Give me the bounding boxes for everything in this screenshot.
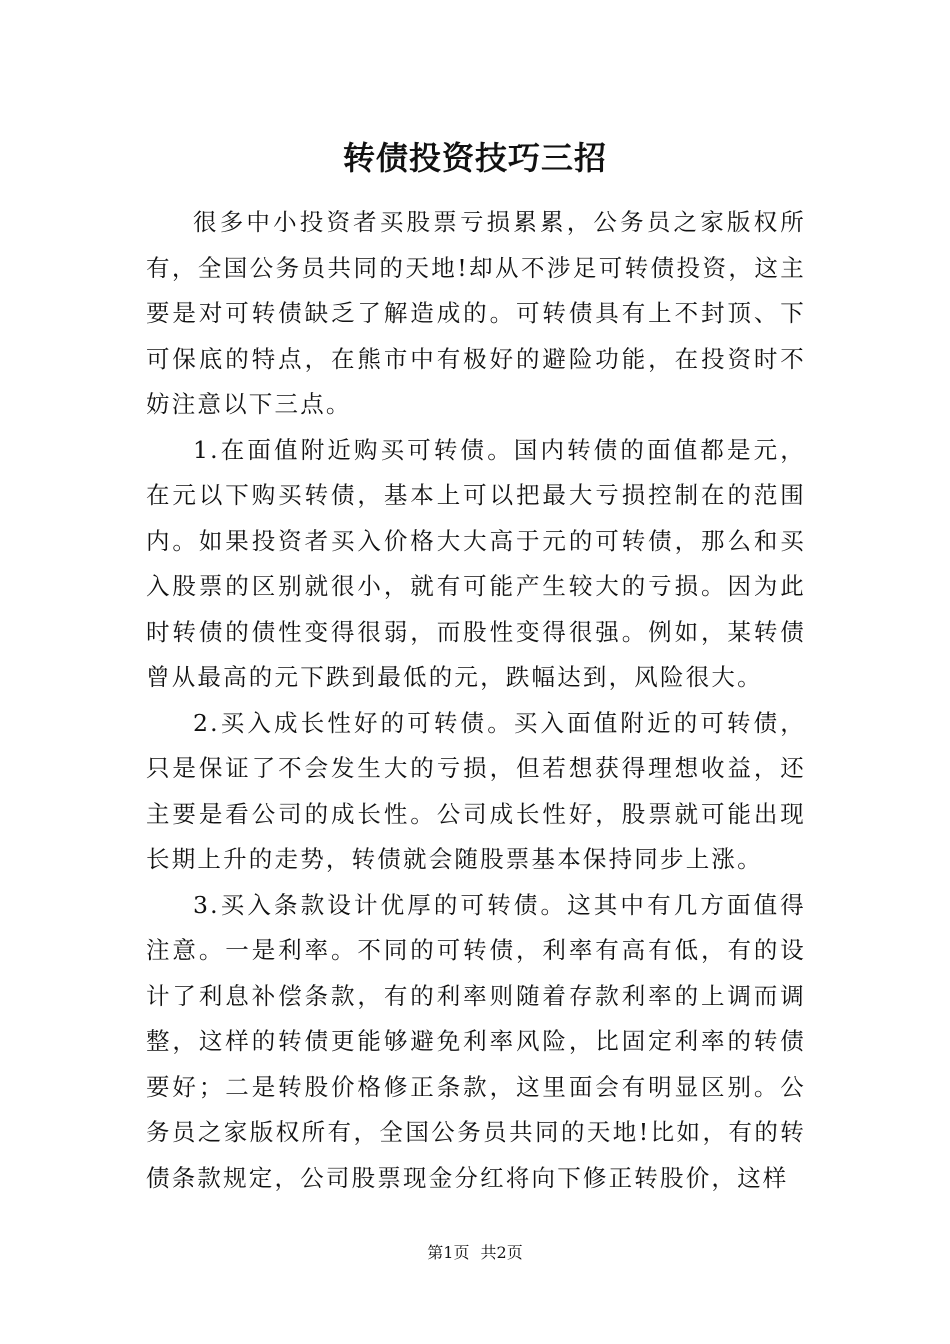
paragraph-point-1: 1.在面值附近购买可转债。国内转债的面值都是元，在元以下购买转债，基本上可以把最大亏损控制在的范围内。如果投资者买入价格大大高于元的可转债，那么和买入股票的区别就很小，就有可能产生较大的亏损。因为此时转债的债性变得很弱，而股性变得很强。例如，某转债曾从最高的元下跌到最低的元，跌幅达到，风险很大。: [146, 435, 806, 691]
page-footer: [0, 1241, 950, 1265]
page-number: 第1页: [427, 1243, 470, 1262]
page-total: 共2页: [480, 1243, 523, 1262]
document-body: [146, 200, 806, 1201]
paragraph-intro: 很多中小投资者买股票亏损累累，公务员之家版权所有，全国公务员共同的天地!却从不涉足可转债投资，这主要是对可转债缺乏了解造成的。可转债具有上不封顶、下可保底的特点，在熊市中有极好的避险功能，在投资时不妨注意以下三点。: [146, 208, 806, 418]
paragraph-point-2: 2.买入成长性好的可转债。买入面值附近的可转债，只是保证了不会发生大的亏损，但若想获得理想收益，还主要是看公司的成长性。公司成长性好，股票就可能出现长期上升的走势，转债就会随股票基本保持同步上涨。: [146, 708, 806, 873]
paragraph-point-3: 3.买入条款设计优厚的可转债。这其中有几方面值得注意。一是利率。不同的可转债，利率有高有低，有的设计了利息补偿条款，有的利率则随着存款利率的上调而调整，这样的转债更能够避免利率风险，比固定利率的转债要好；二是转股价格修正条款，这里面会有明显区别。公务员之家版权所有，全国公务员共同的天地!比如，有的转债条款规定，公司股票现金分红将向下修正转股价，这样: [146, 890, 806, 1192]
page-title: 转债投资技巧三招: [342, 139, 607, 177]
